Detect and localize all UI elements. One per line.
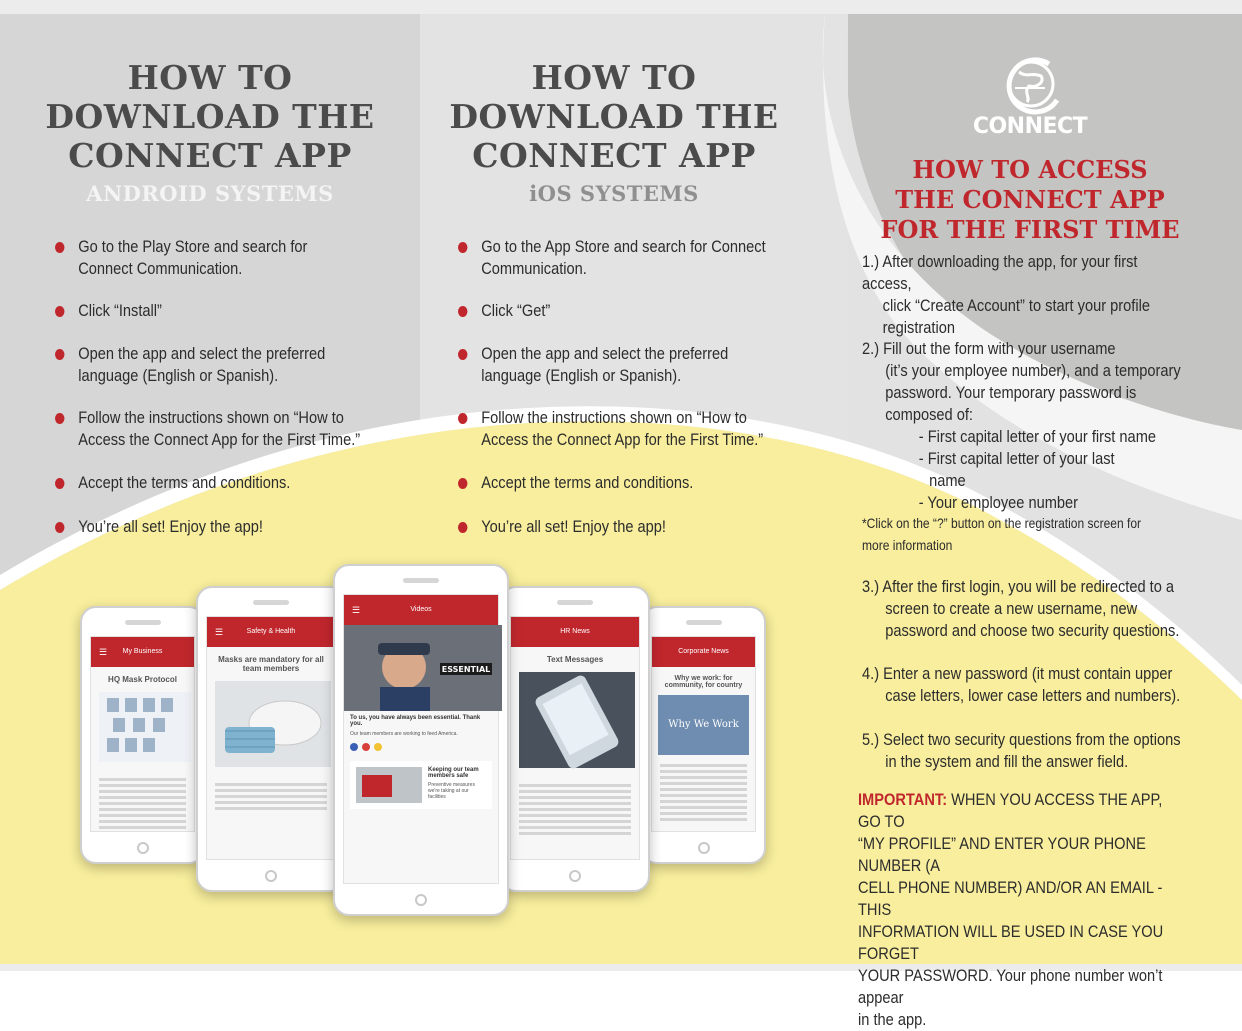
- list-item: Accept the terms and conditions.: [55, 472, 365, 494]
- access-step-4: 4.) Enter a new password (it must contain upper case letters, lower case letters and numbers).: [862, 664, 1181, 705]
- app-bar: ☰ Safety & Health: [207, 617, 335, 647]
- list-item: Follow the instructions shown on “How to Access the Connect App for the First Time.”: [458, 407, 768, 451]
- news-item-subtitle: Preventive measures we're taking at our facilities: [428, 782, 475, 800]
- phone-mockup: [196, 586, 346, 892]
- menu-icon: ☰: [215, 627, 224, 637]
- app-bar: Corporate News: [652, 637, 755, 667]
- love-icon[interactable]: [362, 743, 370, 751]
- list-item: You’re all set! Enjoy the app!: [458, 516, 768, 538]
- phone-screen: [90, 636, 195, 832]
- ios-title-line: HOW TO: [531, 58, 697, 97]
- phone-screen: [651, 636, 756, 832]
- important-label: IMPORTANT:: [858, 790, 948, 809]
- home-button-icon: [265, 870, 277, 882]
- access-step-5: 5.) Select two security questions from the options in the system and fill the answer field.: [862, 730, 1181, 771]
- worker-video-thumbnail-icon: [344, 625, 502, 711]
- android-title-line: DOWNLOAD THE: [45, 97, 375, 136]
- globe-c-logo-icon: [1001, 52, 1065, 116]
- access-step-3: 3.) After the first login, you will be redirected to a screen to create a new username, new password and choose two security questions.: [862, 577, 1180, 640]
- bullet-icon: [55, 306, 64, 317]
- phone-speaker: [403, 578, 439, 583]
- list-item: Go to the Play Store and search for Connect Communication.: [55, 236, 365, 280]
- android-subtitle: ANDROID SYSTEMS: [86, 181, 334, 206]
- text-placeholder: [511, 777, 639, 842]
- access-title-line: FOR THE FIRST TIME: [880, 215, 1180, 244]
- bullet-icon: [458, 522, 467, 533]
- card-title: HQ Mask Protocol: [108, 675, 177, 684]
- warehouse-photo-icon: [356, 767, 422, 803]
- access-title: [880, 155, 1180, 245]
- android-title-line: CONNECT APP: [68, 136, 352, 175]
- bullet-icon: [55, 522, 64, 533]
- phone-speaker: [253, 600, 289, 605]
- phone-mockup: [80, 606, 205, 864]
- news-item[interactable]: [350, 761, 492, 809]
- important-note: IMPORTANT: WHEN YOU ACCESS THE APP, GO TO “MY PROFILE” AND ENTER YOUR PHONE NUMBER (A CELL PHONE NUMBER) AND/OR AN EMAIL - THIS INFORMATION WILL BE USED IN CASE YOU FORGET YOUR PASSWORD. Your phone number won’t appear in the app.: [858, 790, 1164, 1029]
- reaction-bar: [344, 737, 498, 757]
- menu-icon: ☰: [352, 605, 361, 615]
- bullet-icon: [55, 349, 64, 360]
- phone-speaker: [125, 620, 161, 625]
- list-item: Click “Get”: [458, 300, 768, 322]
- ios-subtitle: iOS SYSTEMS: [529, 181, 699, 206]
- card-title: Why we work: for community, for country: [664, 675, 743, 689]
- card-image: Why We Work: [658, 695, 749, 755]
- menu-icon: ☰: [99, 647, 108, 657]
- card-title: Text Messages: [546, 655, 604, 664]
- list-item: Click “Install”: [55, 300, 365, 322]
- android-title-line: HOW TO: [127, 58, 293, 97]
- list-item: You’re all set! Enjoy the app!: [55, 516, 365, 538]
- list-item: Open the app and select the preferred language (English or Spanish).: [458, 343, 768, 387]
- access-title-line: HOW TO ACCESS: [912, 155, 1148, 184]
- app-bar: ☰ Videos: [344, 595, 498, 625]
- phone-mockup: [333, 564, 509, 916]
- text-placeholder: [207, 776, 335, 817]
- news-item-title: Keeping our team members safe: [428, 767, 479, 779]
- essential-badge: ESSENTIAL: [441, 665, 491, 674]
- staff-photos-grid-icon: [99, 692, 191, 762]
- phone-screen: [343, 594, 499, 884]
- ios-title-line: CONNECT APP: [472, 136, 756, 175]
- bullet-icon: [55, 242, 64, 253]
- bullet-icon: [458, 242, 467, 253]
- phone-speaker: [557, 600, 593, 605]
- phone-screen: [510, 616, 640, 860]
- access-step-2: 2.) Fill out the form with your username (it’s your employee number), and a temporary password. Your temporary password is composed of: - First capital letter of your first name - First capital letter of your last name - Your employee number: [862, 339, 1181, 512]
- list-item: Go to the App Store and search for Connect Communication.: [458, 236, 768, 280]
- masks-photo-icon: [215, 681, 331, 767]
- phone-screen: [206, 616, 336, 860]
- ios-title: [404, 58, 824, 175]
- app-bar: ☰ My Business: [91, 637, 194, 667]
- bullet-icon: [458, 349, 467, 360]
- phone-in-hand-photo-icon: [519, 672, 635, 768]
- bullet-icon: [55, 478, 64, 489]
- app-bar: HR News: [511, 617, 639, 647]
- access-footnote: *Click on the “?” button on the registration screen for more information: [862, 515, 1142, 553]
- phone-mockup: [500, 586, 650, 892]
- text-placeholder: [91, 771, 194, 836]
- video-caption: To us, you have always been essential. Thank you.: [350, 715, 481, 727]
- bullet-icon: [458, 306, 467, 317]
- bullet-icon: [458, 478, 467, 489]
- text-placeholder: [652, 757, 755, 828]
- home-button-icon: [698, 842, 710, 854]
- brand-name: CONNECT: [972, 114, 1088, 139]
- card-title: Masks are mandatory for all team members: [218, 655, 324, 673]
- video-subcaption: Our team members are working to feed America.: [350, 731, 458, 737]
- list-item: Open the app and select the preferred language (English or Spanish).: [55, 343, 365, 387]
- home-button-icon: [415, 894, 427, 906]
- access-title-line: THE CONNECT APP: [895, 185, 1165, 214]
- list-item: Accept the terms and conditions.: [458, 472, 768, 494]
- android-title: [0, 58, 420, 175]
- android-steps: [55, 236, 415, 538]
- access-step-1: 1.) After downloading the app, for your first access, click “Create Account” to start your profile registration: [862, 252, 1150, 337]
- home-button-icon: [569, 870, 581, 882]
- bullet-icon: [55, 413, 64, 424]
- wow-icon[interactable]: [374, 743, 382, 751]
- ios-steps: [458, 236, 818, 538]
- phone-speaker: [686, 620, 722, 625]
- bullet-icon: [458, 413, 467, 424]
- list-item: Follow the instructions shown on “How to Access the Connect App for the First Time.”: [55, 407, 365, 451]
- phone-mockup: [641, 606, 766, 864]
- home-button-icon: [137, 842, 149, 854]
- like-icon[interactable]: [350, 743, 358, 751]
- ios-title-line: DOWNLOAD THE: [449, 97, 779, 136]
